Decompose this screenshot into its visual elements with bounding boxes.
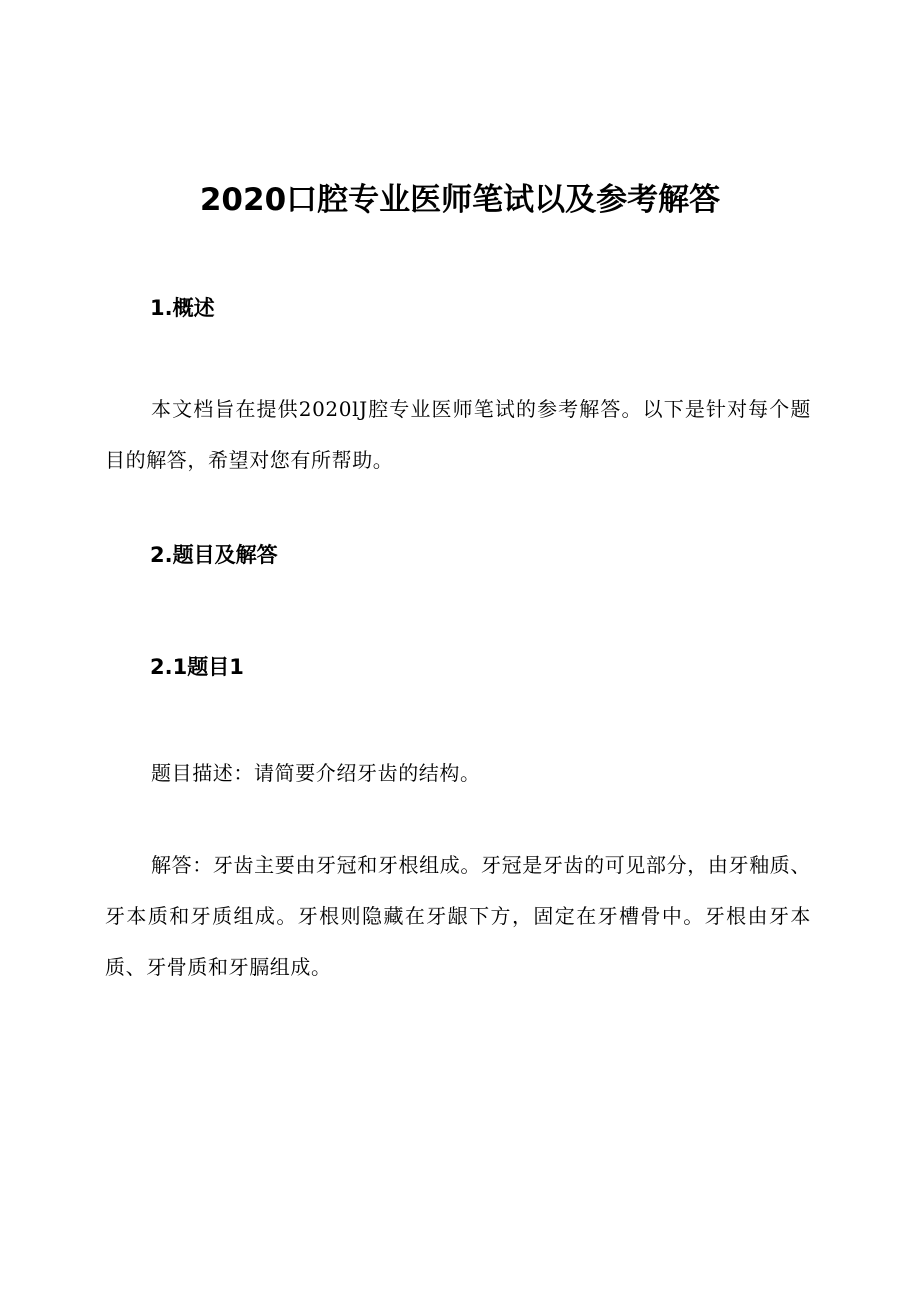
subsection-heading-question-1: 2.1题目1 bbox=[150, 655, 244, 679]
paragraph-question-description: 题目描述：请简要介绍牙齿的结构。 bbox=[151, 761, 481, 785]
section-heading-questions: 2.题目及解答 bbox=[150, 543, 278, 567]
section-heading-overview: 1.概述 bbox=[150, 296, 215, 320]
document-title: 2020口腔专业医师笔试以及参考解答 bbox=[199, 182, 721, 218]
paragraph-intro: 本文档旨在提供2020lJ腔专业医师笔试的参考解答。以下是针对每个题目的解答，希望对您有所帮助。 bbox=[105, 397, 811, 472]
paragraph-answer: 解答：牙齿主要由牙冠和牙根组成。牙冠是牙齿的可见部分，由牙釉质、牙本质和牙质组成。牙根则隐藏在牙龈下方，固定在牙槽骨中。牙根由牙本质、牙骨质和牙膈组成。 bbox=[105, 853, 811, 979]
